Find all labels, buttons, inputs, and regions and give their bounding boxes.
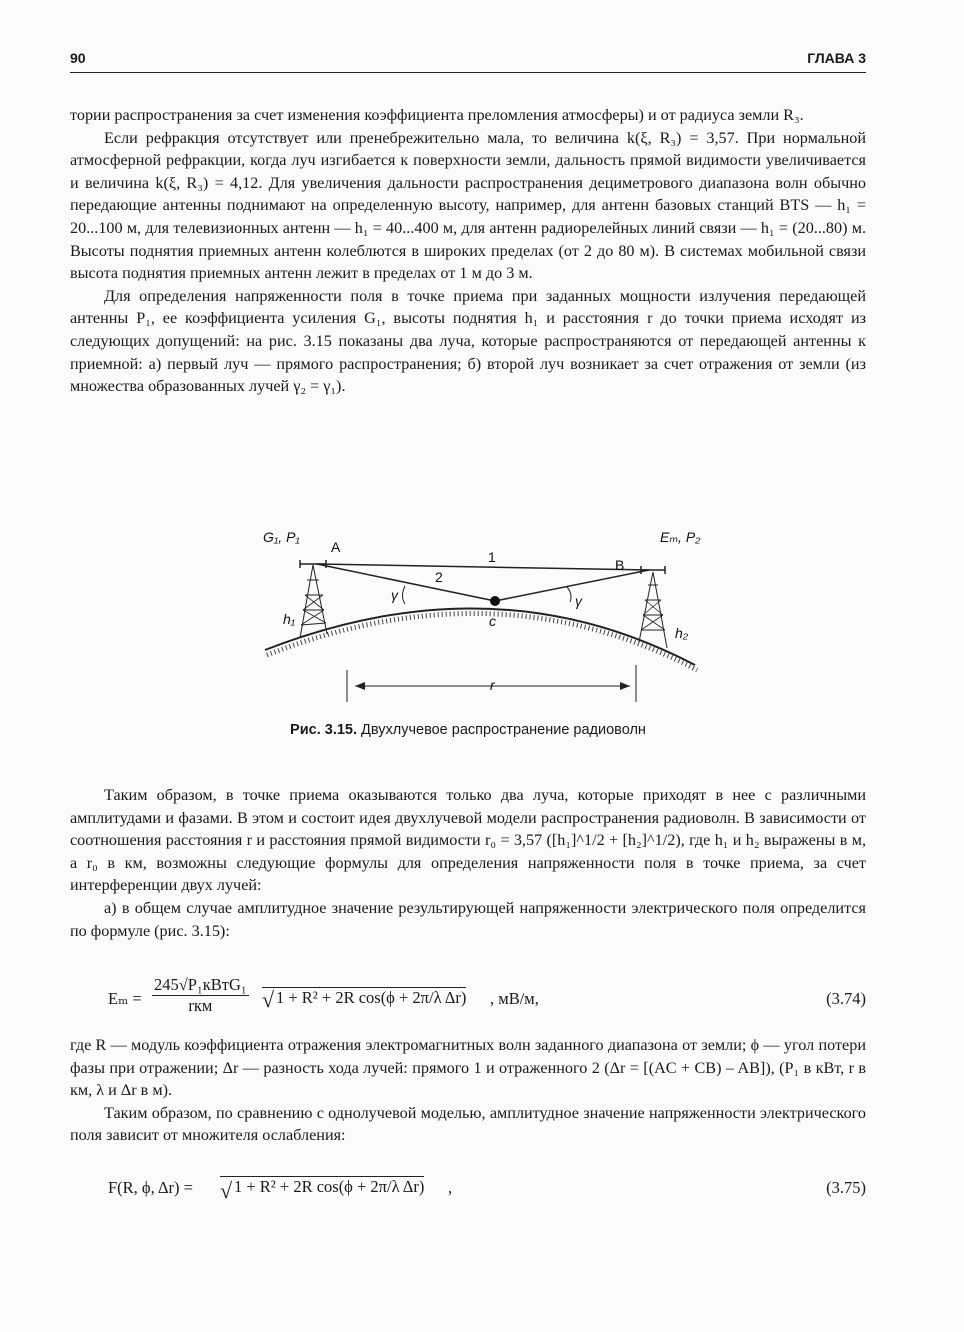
label-gamma-right: γ — [575, 593, 582, 609]
receive-tower — [639, 566, 667, 648]
eq-number: (3.75) — [826, 1178, 866, 1197]
label-h2: h₂ — [675, 625, 689, 641]
paragraph: Таким образом, по сравнению с однолучевой моделью, амплитудное значение напряженности электрического поля зависит от множителя ослабления: — [70, 1103, 866, 1145]
label-g1-p1: G₁, P₁ — [263, 529, 300, 545]
reflected-ray-in — [317, 564, 495, 601]
paragraph: а) в общем случае амплитудное значение результирующей напряженности электрического поля определится по формуле (рис. 3.15): — [70, 898, 866, 940]
label-h1: h₁ — [283, 611, 296, 627]
direct-ray — [317, 564, 649, 570]
page-number: 90 — [70, 50, 86, 66]
eq-lhs: F(R, ϕ, Δr) = — [108, 1178, 193, 1197]
label-point-b: B — [615, 557, 625, 573]
caption-text: Двухлучевое распространение радиоволн — [361, 722, 646, 738]
text-block-top — [70, 104, 866, 398]
eq-root: 1 + R² + 2R cos(ϕ + 2π/λ Δr) — [262, 987, 466, 1008]
eq-numerator: 245√P₁кВтG₁ — [154, 975, 247, 994]
radical-sign: √ — [220, 1178, 233, 1203]
eq-tail: , — [448, 1178, 453, 1197]
equation-3-74 — [70, 975, 866, 1025]
label-point-a: A — [331, 539, 341, 555]
label-em-p2: Eₘ, P₂ — [660, 529, 701, 545]
eq-root: 1 + R² + 2R cos(ϕ + 2π/λ Δr) — [220, 1176, 424, 1197]
reflection-point — [490, 596, 500, 606]
label-r: r — [490, 677, 495, 693]
chapter-title: ГЛАВА 3 — [807, 50, 866, 66]
radical-sign: √ — [262, 987, 275, 1012]
eq-lhs: Eₘ = — [108, 989, 142, 1008]
paragraph: где R — модуль коэффициента отражения электромагнитных волн заданного диапазона от земли; ϕ — угол потери фазы при отражении; Δr — разность хода лучей: прямого 1 и отраженного 2 (Δr = [(AC + CB) – AB]), (P₁ в кВт, r в км, λ и Δr в м). — [70, 1036, 866, 1100]
text-block-lower — [70, 1034, 866, 1147]
paragraph: Для определения напряженности поля в точке приема при заданных мощности излучения передающей антенны P₁, ее коэффициента усиления G₁, высоты поднятия h₁ и расстояния r до точки приема исходят из следующих допущений: на рис. 3.15 показаны два луча, которые распространяются от передающей антенны к приемной: а) первый луч — прямого распространения; б) второй луч возникает за счет отражения от земли (из множества образованных лучей γ₂ = γ₁). — [70, 286, 866, 396]
eq-denominator: rкм — [188, 996, 213, 1015]
reflected-ray-out — [495, 570, 649, 601]
equation-3-75 — [70, 1168, 866, 1212]
label-gamma-left: γ — [391, 587, 398, 603]
paragraph: тории распространения за счет изменения коэффициента преломления атмосферы) и от радиуса земли R₃. — [70, 106, 804, 124]
eq-fraction — [152, 975, 249, 1016]
label-point-c: c — [489, 613, 496, 629]
eq-number: (3.74) — [826, 989, 866, 1008]
label-ray-1: 1 — [488, 549, 496, 565]
eq-unit: , мВ/м, — [490, 989, 539, 1008]
figure-caption — [70, 722, 866, 738]
text-block-middle — [70, 784, 866, 942]
transmit-tower — [300, 560, 327, 638]
two-ray-diagram — [255, 520, 715, 720]
caption-label: Рис. 3.15. — [290, 722, 358, 738]
earth-surface — [265, 608, 695, 665]
label-ray-2: 2 — [435, 569, 443, 585]
paragraph: Таким образом, в точке приема оказываются только два луча, которые приходят в нее с различными амплитудами и фазами. В этом и состоит идея двухлучевой модели распространения радиоволн. В зависимости от соотношения расстояния r и расстояния прямой видимости r₀ = 3,57 ([h₁]^1/2 + [h₂]^1/2), где h₁ и h₂ выражены в м, а r₀ в км, возможны следующие формулы для определения напряженности поля в точке приема, за счет интерференции двух лучей: — [70, 786, 866, 895]
running-header — [70, 50, 866, 73]
paragraph: Если рефракция отсутствует или пренебрежительно мала, то величина k(ξ, R₃) = 3,57. При нормальной атмосферной рефракции, когда луч изгибается к поверхности земли, дальность прямой видимости увеличивается и величина k(ξ, R₃) = 4,12. Для увеличения дальности распространения дециметрового диапазона волн обычно передающие антенны поднимают на определенную высоту, например, для антенн базовых станций BTS — h₁ = 20...100 м, для телевизионных антенн — h₁ = 40...400 м, для антенн радиорелейных линий связи — h₁ = (20...80) м. Высоты поднятия приемных антенн колеблются в широких пределах (от 2 до 80 м). В системах мобильной связи высота поднятия приемных антенн лежит в пределах от 1 м до 3 м. — [70, 128, 866, 283]
